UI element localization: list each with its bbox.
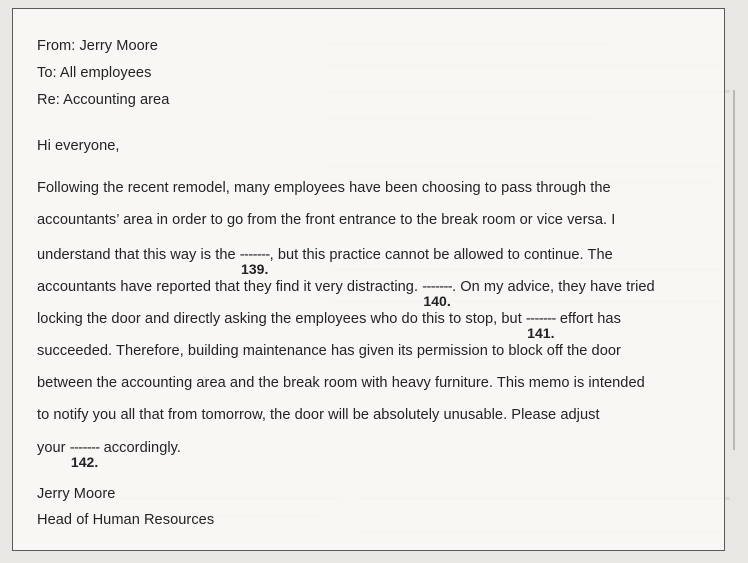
memo-subject: Re: Accounting area: [37, 92, 170, 108]
memo-from: From: Jerry Moore: [37, 38, 158, 54]
body-text: effort has: [555, 311, 621, 327]
blank-140: [422, 279, 453, 309]
signature-title: Head of Human Resources: [37, 512, 215, 528]
question-number-142: 142.: [70, 454, 99, 470]
body-text: your: [37, 440, 70, 456]
body-text: accordingly.: [99, 440, 182, 456]
memo-to: To: All employees: [37, 65, 152, 81]
blank-142: [69, 440, 100, 470]
body-text: locking the door and directly asking the employees who do this to stop, but: [37, 311, 526, 327]
body-line-1: Following the recent remodel, many employees have been choosing to pass through the: [37, 180, 611, 196]
body-text: understand that this way is the: [37, 247, 240, 263]
blank-141: [525, 311, 556, 341]
body-line-2: accountants’ area in order to go from the front entrance to the break room or vice versa. I: [37, 212, 616, 228]
memo-box: [12, 8, 725, 551]
body-text: . On my advice, they have tried: [452, 279, 655, 295]
question-number-140: 140.: [423, 293, 451, 309]
question-number-139: 139.: [240, 261, 269, 277]
body-line-8: to notify you all that from tomorrow, the door will be absolutely unusable. Please adjust: [37, 407, 600, 423]
page-edge-mark: [733, 90, 735, 450]
body-line-7: between the accounting area and the break room with heavy furniture. This memo is intended: [37, 375, 645, 391]
blank-139: [239, 247, 270, 277]
body-text: accountants have reported that they find it very distracting.: [37, 279, 423, 295]
body-line-3: [37, 247, 613, 277]
blank-dashes: -------: [422, 279, 453, 295]
blank-dashes: -------: [69, 440, 100, 456]
body-line-6: succeeded. Therefore, building maintenance has given its permission to block off the door: [37, 343, 621, 359]
signature-name: Jerry Moore: [37, 486, 116, 502]
body-text: , but this practice cannot be allowed to continue. The: [269, 247, 613, 263]
memo-greeting: Hi everyone,: [37, 138, 120, 154]
blank-dashes: -------: [239, 247, 270, 263]
question-number-141: 141.: [527, 325, 555, 341]
body-line-9: [37, 440, 182, 470]
blank-dashes: -------: [525, 311, 556, 327]
body-line-5: [37, 311, 621, 341]
body-line-4: [37, 279, 655, 309]
